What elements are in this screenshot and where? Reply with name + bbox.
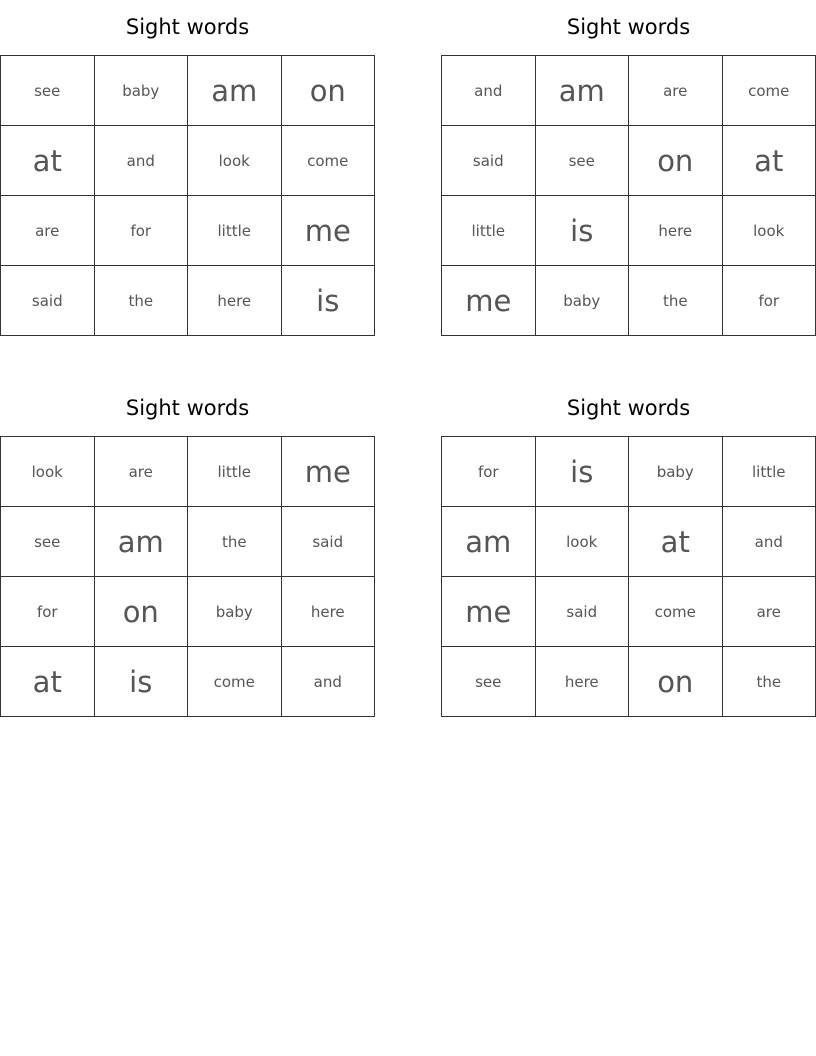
word-cell: am xyxy=(536,56,630,126)
word-cell: look xyxy=(723,196,816,266)
word-cell: and xyxy=(723,507,816,577)
word-cell: the xyxy=(629,266,723,336)
word-grid xyxy=(441,55,816,336)
bingo-card-1 xyxy=(0,0,375,336)
word-cell: see xyxy=(1,507,95,577)
word-cell: are xyxy=(95,437,189,507)
word-cell: are xyxy=(1,196,95,266)
word-cell: at xyxy=(1,126,95,196)
word-cell: at xyxy=(1,647,95,717)
word-cell: on xyxy=(629,647,723,717)
word-cell: me xyxy=(282,437,376,507)
word-cell: am xyxy=(442,507,536,577)
word-cell: the xyxy=(188,507,282,577)
word-cell: is xyxy=(282,266,376,336)
word-cell: is xyxy=(536,196,630,266)
word-cell: on xyxy=(629,126,723,196)
word-cell: are xyxy=(629,56,723,126)
card-title: Sight words xyxy=(125,15,250,39)
word-cell: are xyxy=(723,577,816,647)
word-cell: said xyxy=(536,577,630,647)
word-cell: said xyxy=(282,507,376,577)
word-cell: here xyxy=(188,266,282,336)
word-cell: me xyxy=(442,266,536,336)
word-cell: see xyxy=(1,56,95,126)
word-cell: the xyxy=(95,266,189,336)
word-cell: little xyxy=(723,437,816,507)
word-cell: is xyxy=(95,647,189,717)
word-grid xyxy=(441,436,816,717)
word-cell: little xyxy=(188,437,282,507)
word-cell: at xyxy=(629,507,723,577)
word-cell: on xyxy=(95,577,189,647)
word-cell: and xyxy=(442,56,536,126)
word-cell: come xyxy=(282,126,376,196)
word-cell: look xyxy=(536,507,630,577)
word-cell: here xyxy=(282,577,376,647)
word-cell: come xyxy=(188,647,282,717)
word-cell: am xyxy=(95,507,189,577)
word-cell: look xyxy=(188,126,282,196)
word-cell: me xyxy=(442,577,536,647)
word-cell: for xyxy=(95,196,189,266)
bingo-card-3 xyxy=(0,381,375,717)
card-title: Sight words xyxy=(566,396,691,420)
word-cell: for xyxy=(723,266,816,336)
bingo-card-4 xyxy=(441,381,816,717)
word-cell: look xyxy=(1,437,95,507)
word-cell: and xyxy=(95,126,189,196)
word-cell: and xyxy=(282,647,376,717)
word-cell: said xyxy=(1,266,95,336)
word-cell: here xyxy=(536,647,630,717)
word-cell: for xyxy=(442,437,536,507)
word-cell: baby xyxy=(629,437,723,507)
word-cell: baby xyxy=(95,56,189,126)
word-cell: is xyxy=(536,437,630,507)
word-cell: see xyxy=(442,647,536,717)
word-cell: on xyxy=(282,56,376,126)
word-cell: for xyxy=(1,577,95,647)
word-cell: come xyxy=(723,56,816,126)
word-cell: am xyxy=(188,56,282,126)
card-title: Sight words xyxy=(125,396,250,420)
word-cell: come xyxy=(629,577,723,647)
word-cell: baby xyxy=(188,577,282,647)
word-cell: see xyxy=(536,126,630,196)
word-cell: here xyxy=(629,196,723,266)
word-cell: said xyxy=(442,126,536,196)
word-cell: me xyxy=(282,196,376,266)
word-cell: baby xyxy=(536,266,630,336)
word-cell: little xyxy=(442,196,536,266)
word-cell: little xyxy=(188,196,282,266)
word-cell: at xyxy=(723,126,816,196)
bingo-card-2 xyxy=(441,0,816,336)
word-grid xyxy=(0,55,375,336)
card-title: Sight words xyxy=(566,15,691,39)
word-grid xyxy=(0,436,375,717)
word-cell: the xyxy=(723,647,816,717)
